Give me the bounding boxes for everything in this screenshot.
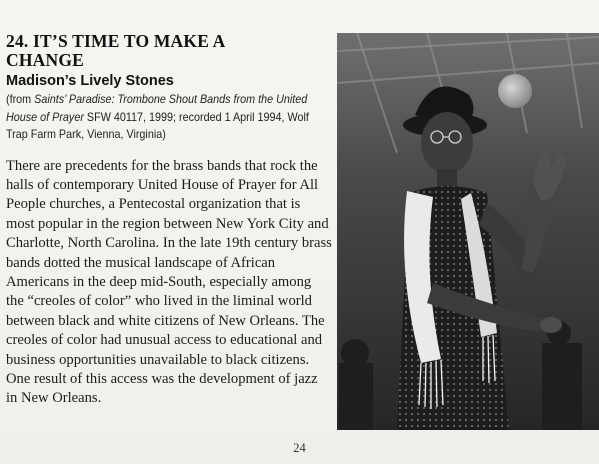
performer-photo (337, 33, 599, 430)
photo-image (337, 33, 599, 430)
track-title (6, 32, 332, 70)
track-title-line-1: 24. IT’S TIME TO MAKE A (6, 31, 226, 51)
track-artist: Madison’s Lively Stones (6, 73, 174, 89)
text-column (6, 32, 332, 409)
page-number: 24 (293, 441, 306, 455)
body-paragraph: There are precedents for the brass bands that rock the halls of contemporary United House of Prayer for All People churches, a Pentecostal organization that is most popular in the region between New York City and Charlotte, North Carolina. In the late 19th century brass bands dotted the musical landscape of African Americans in the deep mid-South, especially among the “creoles of color” who lived in the liminal world between black and white citizens of New Orleans. The creoles of color had unusual access to educational and business opportunities unavailable to black citizens. One result of this access was the development of jazz in New Orleans. (6, 157, 332, 407)
track-title-line-2: CHANGE (6, 50, 85, 70)
track-source (6, 91, 333, 144)
source-prefix: (from (6, 93, 35, 106)
source-album: Saints’ Paradise: Trombone Shout Bands from the United House of Prayer (6, 93, 308, 124)
source-suffix: SFW 40117, 1999; recorded 1 April 1994, Wolf Trap Farm Park, Vienna, Virginia) (6, 110, 309, 141)
